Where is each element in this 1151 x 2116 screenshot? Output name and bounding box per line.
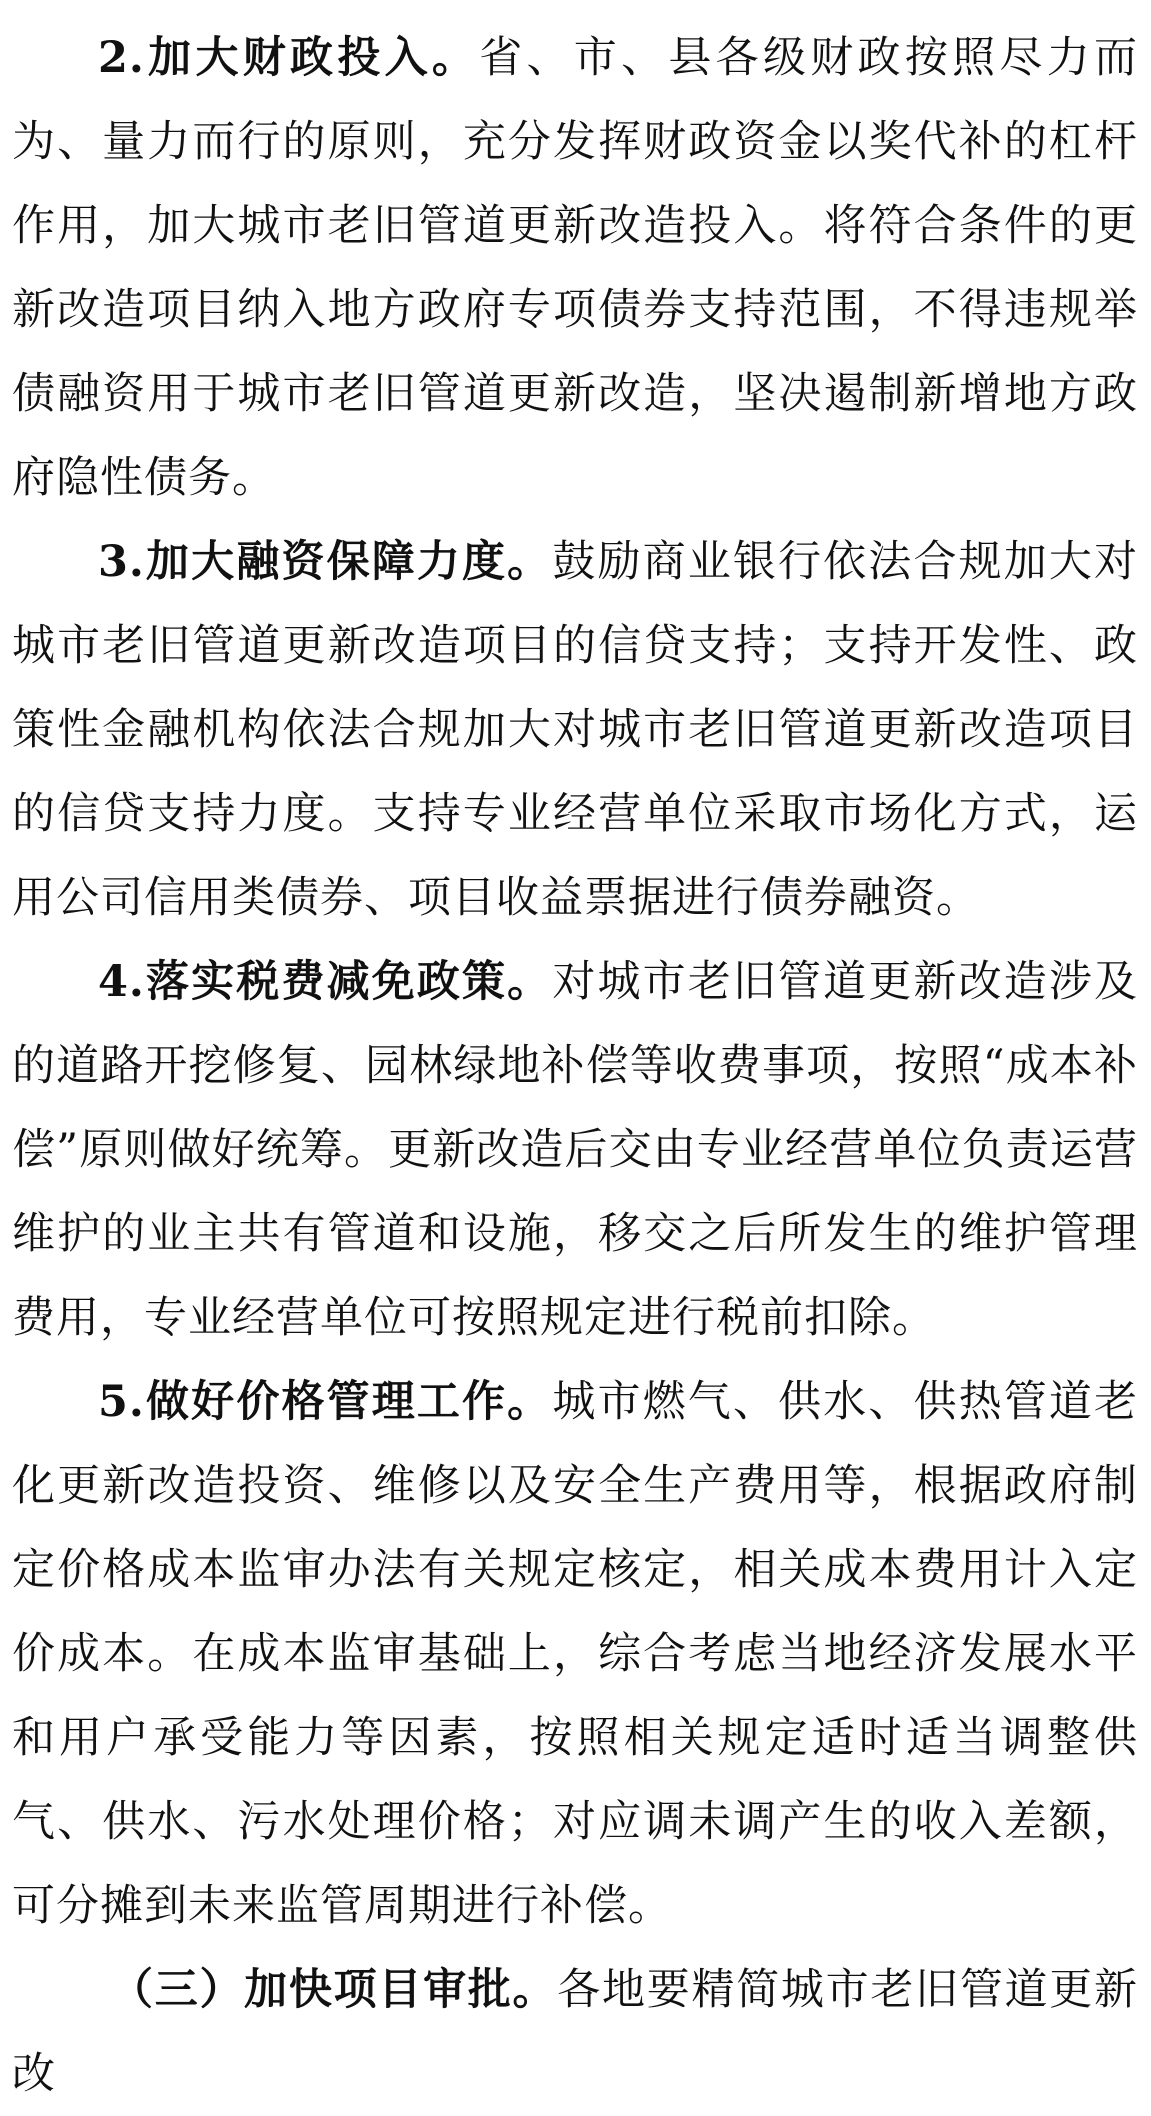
- paragraph-body: 各地要精简城市老旧管道更新改: [12, 1965, 1139, 2099]
- paragraph-price-management: [12, 1360, 1138, 1948]
- paragraph-heading: 5.做好价格管理工作。: [98, 1377, 553, 1427]
- paragraph-heading: 4.落实税费减免政策。: [98, 957, 553, 1007]
- paragraph-body: 省、市、县各级财政按照尽力而为、量力而行的原则，充分发挥财政资金以奖代补的杠杆作用，加大城市老旧管道更新改造投入。将符合条件的更新改造项目纳入地方政府专项债券支持范围，不得违规举债融资用于城市老旧管道更新改造，坚决遏制新增地方政府隐性债务。: [12, 33, 1139, 503]
- top-margin: [12, 0, 1138, 16]
- paragraph-body: 鼓励商业银行依法合规加大对城市老旧管道更新改造项目的信贷支持；支持开发性、政策性金融机构依法合规加大对城市老旧管道更新改造项目的信贷支持力度。支持专业经营单位采取市场化方式，运用公司信用类债券、项目收益票据进行债券融资。: [12, 537, 1139, 923]
- paragraph-body: 对城市老旧管道更新改造涉及的道路开挖修复、园林绿地补偿等收费事项，按照“成本补偿”原则做好统筹。更新改造后交由专业经营单位负责运营维护的业主共有管道和设施，移交之后所发生的维护管理费用，专业经营单位可按照规定进行税前扣除。: [12, 957, 1139, 1343]
- paragraph-tax-relief: [12, 940, 1138, 1360]
- paragraph-financing-support: [12, 520, 1138, 940]
- document-page: [12, 0, 1138, 2116]
- paragraph-project-approval: [12, 1948, 1138, 2116]
- paragraph-body: 城市燃气、供水、供热管道老化更新改造投资、维修以及安全生产费用等，根据政府制定价格成本监审办法有关规定核定，相关成本费用计入定价成本。在成本监审基础上，综合考虑当地经济发展水平和用户承受能力等因素，按照相关规定适时适当调整供气、供水、污水处理价格；对应调未调产生的收入差额，可分摊到未来监管周期进行补偿。: [12, 1377, 1139, 1931]
- paragraph-heading: 3.加大融资保障力度。: [98, 537, 553, 587]
- section-heading: （三）加快项目审批。: [110, 1965, 558, 2015]
- paragraph-finance-investment: [12, 16, 1138, 520]
- paragraph-heading: 2.加大财政投入。: [98, 33, 480, 83]
